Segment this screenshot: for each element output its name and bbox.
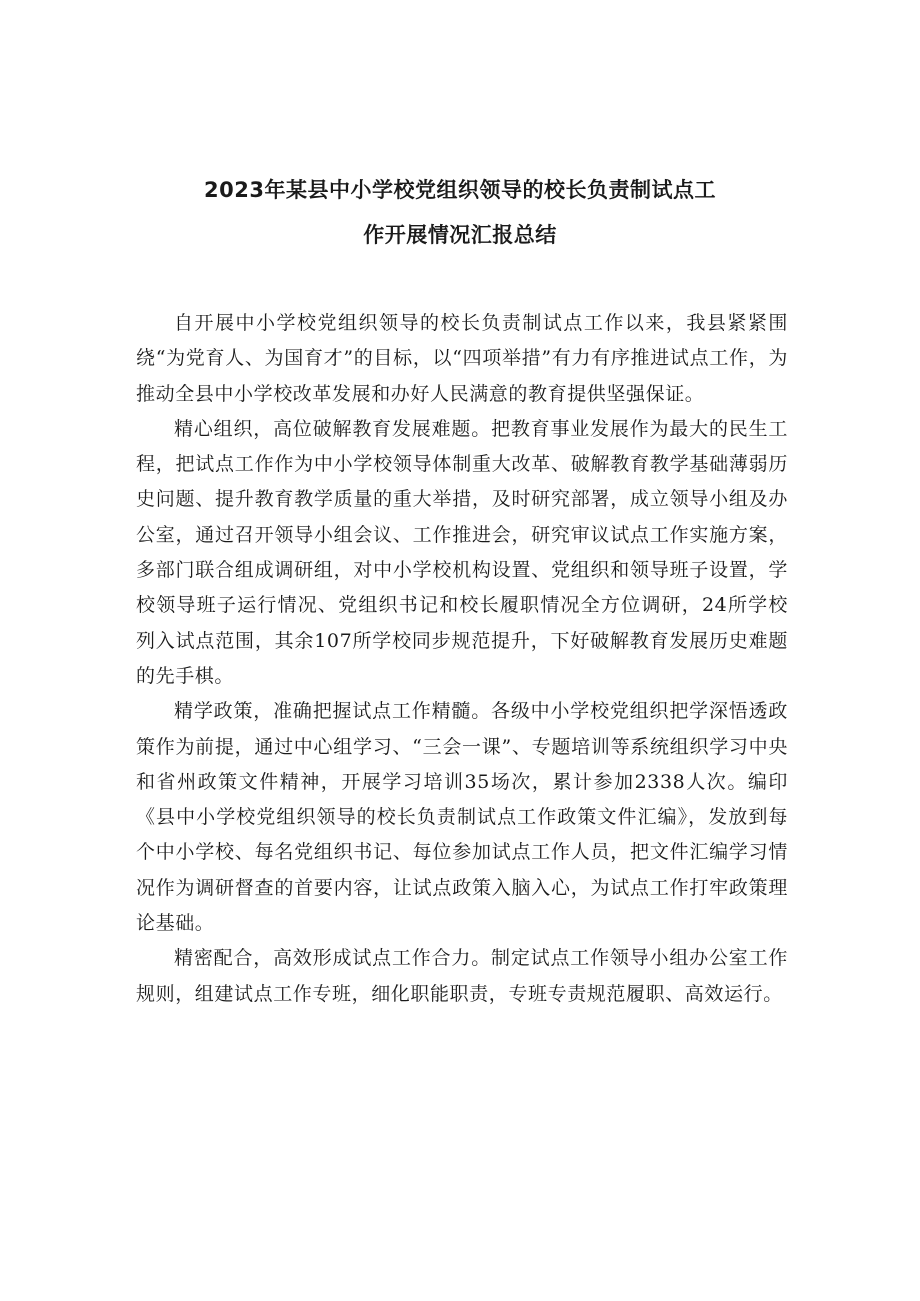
paragraph-organization: 精心组织，高位破解教育发展难题。把教育事业发展作为最大的民生工程，把试点工作作为中小学校领导体制重大改革、破解教育教学基础薄弱历史问题、提升教育教学质量的重大举措，及时研究部署，成立领导小组及办公室，通过召开领导小组会议、工作推进会，研究审议试点工作实施方案，多部门联合组成调研组，对中小学校机构设置、党组织和领导班子设置，学校领导班子运行情况、党组织书记和校长履职情况全方位调研，24所学校列入试点范围，其余107所学校同步规范提升，下好破解教育发展历史难题的先手棋。 bbox=[136, 417, 788, 687]
title-line-1: 2023年某县中小学校党组织领导的校长负责制试点工 bbox=[204, 178, 716, 202]
paragraph-cooperation: 精密配合，高效形成试点工作合力。制定试点工作领导小组办公室工作规则，组建试点工作专班，细化职能职责，专班专责规范履职、高效运行。 bbox=[136, 947, 788, 1005]
document-title bbox=[100, 168, 820, 258]
paragraph-policy-study: 精学政策，准确把握试点工作精髓。各级中小学校党组织把学深悟透政策作为前提，通过中心组学习、“三会一课”、专题培训等系统组织学习中央和省州政策文件精神，开展学习培训35场次，累计参加2338人次。编印《县中小学校党组织领导的校长负责制试点工作政策文件汇编》，发放到每个中小学校、每名党组织书记、每位参加试点工作人员，把文件汇编学习情况作为调研督查的首要内容，让试点政策入脑入心，为试点工作打牢政策理论基础。 bbox=[136, 700, 788, 935]
document-body bbox=[136, 306, 788, 1012]
title-line-2: 作开展情况汇报总结 bbox=[363, 223, 557, 247]
paragraph-intro: 自开展中小学校党组织领导的校长负责制试点工作以来，我县紧紧围绕“为党育人、为国育才”的目标，以“四项举措”有力有序推进试点工作，为推动全县中小学校改革发展和办好人民满意的教育提供坚强保证。 bbox=[136, 312, 788, 405]
